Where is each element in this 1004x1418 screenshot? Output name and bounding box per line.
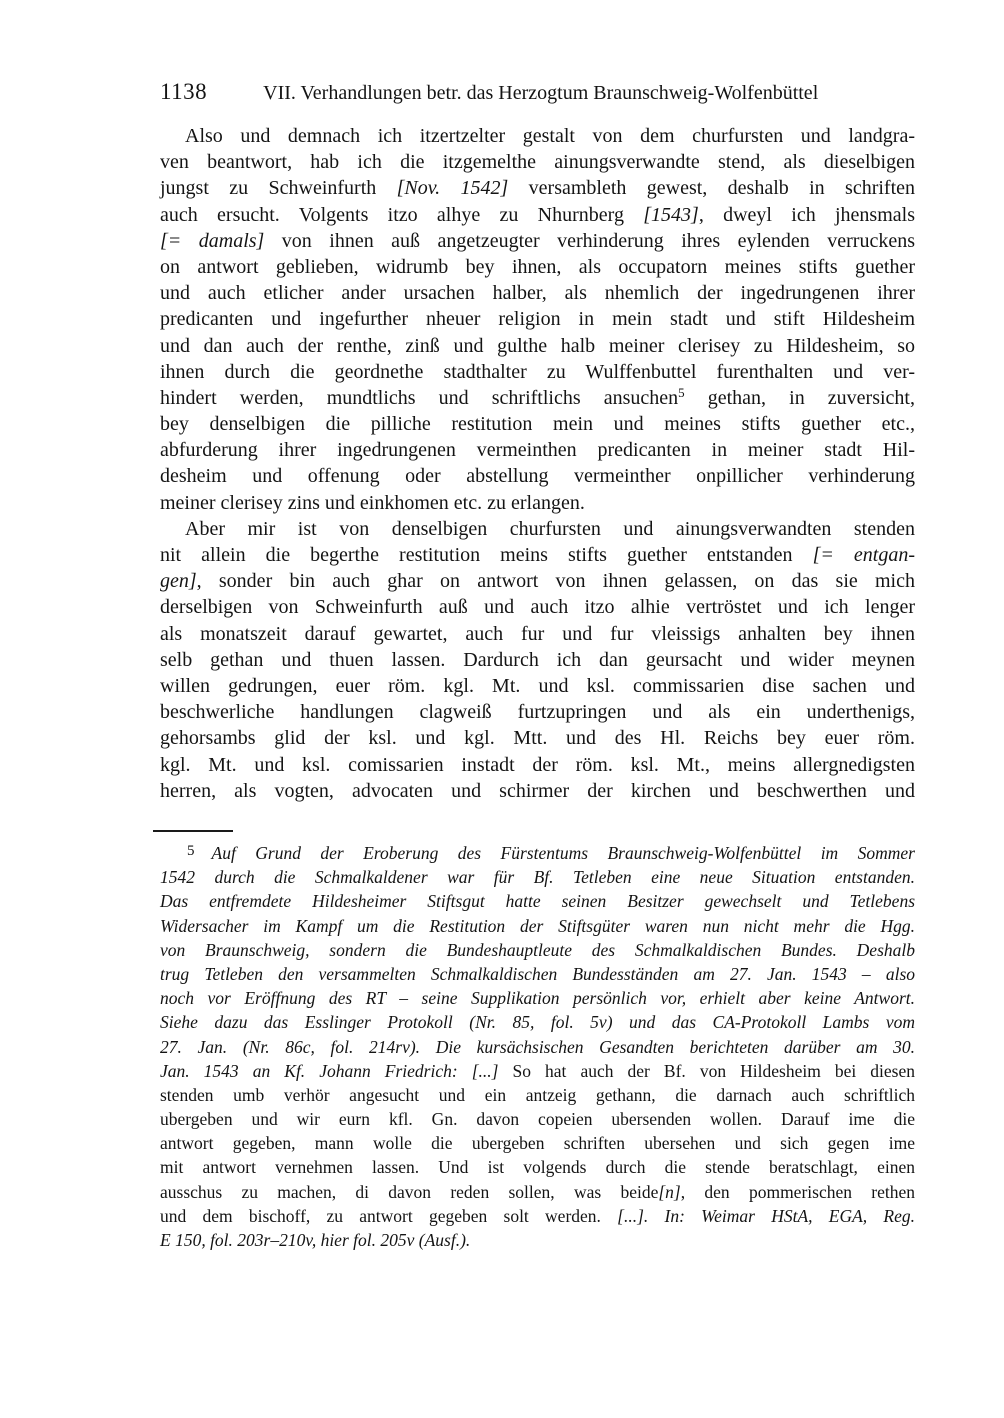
text-line xyxy=(160,621,915,647)
text-segment: noch vor Eröffnung des RT – seine Supplikation persönlich vor, erhielt aber keine Antwort. xyxy=(160,988,915,1009)
text-line xyxy=(160,841,915,865)
text-line xyxy=(160,333,915,359)
text-segment: [...]. In: Weimar HStA, EGA, Reg. xyxy=(617,1205,915,1226)
text-segment: ven beantwort, hab ich die itzgemelthe ainungsverwandte stend, als dieselbigen xyxy=(160,151,915,174)
text-segment: beschwerliche handlungen clagweiß furtzupringen und als ein underthenigs, xyxy=(160,701,915,724)
text-line xyxy=(160,411,915,437)
text-line xyxy=(160,542,915,568)
text-segment: und dan auch der renthe, zinß und gulthe halb meiner clerisey zu Hildesheim, so xyxy=(160,334,915,357)
text-line xyxy=(160,463,915,489)
text-line xyxy=(160,228,915,254)
text-segment: on antwort geblieben, widrumb bey ihnen, als occupatorn meines stifts guether xyxy=(160,255,915,278)
text-segment: E 150, fol. 203r–210v, hier fol. 205v (Ausf.). xyxy=(160,1230,471,1250)
text-segment: jungst zu Schweinfurth xyxy=(160,177,397,200)
text-line xyxy=(160,778,915,804)
main-text-block xyxy=(160,123,915,804)
text-segment: bey denselbigen die pilliche restitution mein und meines stifts guether etc., xyxy=(160,413,915,436)
text-segment: versambleth gewest, deshalb in schriften xyxy=(508,177,916,200)
text-line xyxy=(160,752,915,778)
text-segment: [n] xyxy=(658,1181,681,1202)
text-segment: kgl. Mt. und ksl. comissarien instadt der röm. ksl. Mt., meins allergnedigsten xyxy=(160,753,915,776)
text-segment: derselbigen von Schweinfurth auß und auch itzo alhie vertröstet und ich lenger xyxy=(160,596,915,619)
text-line xyxy=(160,1107,915,1131)
page-header xyxy=(160,79,920,105)
text-line xyxy=(160,938,915,962)
text-segment: Jan. 1543 an Kf. Johann Friedrich: [...] xyxy=(160,1060,513,1081)
text-segment: abfurderung ihrer ingedrungenen vermeinthen predicanten in meiner stadt Hil- xyxy=(160,439,915,462)
text-line xyxy=(160,123,915,149)
text-line xyxy=(160,1083,915,1107)
text-segment: selb gethan und thuen lassen. Dardurch ich dan geursacht und wider meynen xyxy=(160,648,915,671)
text-segment: als monatszeit darauf gewartet, auch fur und fur vleissigs anhalten bey ihnen xyxy=(160,622,915,645)
text-line xyxy=(160,385,915,411)
text-segment: von Braunschweig, sondern die Bundeshauptleute des Schmalkaldischen Bundes. Deshalb xyxy=(160,939,915,960)
text-segment: Widersacher im Kampf um die Restitution der Stiftsgüter waren nun nicht mehr die Hgg. xyxy=(160,915,915,936)
text-line xyxy=(160,647,915,673)
text-line xyxy=(160,986,915,1010)
text-segment: nit allein die begerthe restitution meins stifts guether entstanden xyxy=(160,544,813,566)
text-line xyxy=(160,1228,915,1252)
text-line xyxy=(160,306,915,332)
text-line xyxy=(160,1131,915,1155)
text-segment: antwort gegeben, mann wolle die ubergeben schriften ubersehen und sich gegen ime xyxy=(160,1133,915,1154)
text-line xyxy=(160,673,915,699)
text-segment: Aber mir ist von denselbigen churfursten und ainungsverwandten stenden xyxy=(185,517,915,540)
text-line xyxy=(160,202,915,228)
text-segment: meiner clerisey zins und einkhomen etc. zu erlangen. xyxy=(160,491,585,514)
text-segment: 27. Jan. (Nr. 86c, fol. 214rv). Die kursächsischen Gesandten berichteten darüber am 30. xyxy=(160,1036,915,1057)
text-line xyxy=(160,149,915,175)
text-line xyxy=(160,1035,915,1059)
text-segment: desheim und offenung oder abstellung vermeinther onpillicher verhinderung xyxy=(160,465,915,488)
text-line xyxy=(160,254,915,280)
text-line xyxy=(160,359,915,385)
text-segment: herren, als vogten, advocaten und schirmer der kirchen und beschwerthen und xyxy=(160,779,915,802)
text-line xyxy=(160,437,915,463)
running-chapter-title: VII. Verhandlungen betr. das Herzogtum Braunschweig-Wolfenbüttel xyxy=(263,82,819,104)
text-segment: predicanten und ingefurther nheuer religion in mein stadt und stift Hildesheim xyxy=(160,308,915,331)
text-segment: willen gedrungen, euer röm. kgl. Mt. und ksl. commissarien dise sachen und xyxy=(160,674,915,697)
text-line xyxy=(160,568,915,594)
footnote-separator-rule xyxy=(153,830,233,832)
text-line xyxy=(160,490,915,516)
text-segment: Siehe dazu das Esslinger Protokoll (Nr. 85, fol. 5v) und das CA-Protokoll Lambs vom xyxy=(160,1012,915,1033)
text-line xyxy=(160,1010,915,1034)
text-segment: und auch etlicher ander ursachen halber, als nhemlich der ingedrungenen ihrer xyxy=(160,282,915,305)
text-segment: gethan, in zuversicht, xyxy=(684,386,915,409)
text-segment: hindert werden, mundtlichs und schriftlichs ansuchen xyxy=(160,386,679,409)
text-segment: So hat auch der Bf. von Hildesheim bei diesen xyxy=(512,1060,915,1081)
text-segment: gehorsambs glid der ksl. und kgl. Mtt. und des Hl. Reichs bey euer röm. xyxy=(160,727,915,750)
text-line xyxy=(160,1155,915,1179)
text-line xyxy=(160,699,915,725)
text-line xyxy=(160,889,915,913)
text-line xyxy=(160,516,915,542)
text-line xyxy=(160,1204,915,1228)
text-segment: ausschus zu machen, di davon reden sollen, was beide xyxy=(160,1181,659,1202)
text-line xyxy=(160,1180,915,1204)
text-segment: auch ersucht. Volgents itzo alhye zu Nhurnberg xyxy=(160,203,644,226)
text-segment: und dem bischoff, zu antwort gegeben solt werden. xyxy=(160,1205,618,1226)
text-line xyxy=(160,1059,915,1083)
page-number: 1138 xyxy=(160,79,208,104)
text-segment: trug Tetleben den versammelten Schmalkaldischen Bundesständen am 27. Jan. 1543 – also xyxy=(160,963,915,984)
text-segment: 1542 durch die Schmalkaldener war für Bf. Tetleben eine neue Situation entstanden. xyxy=(160,867,915,888)
text-line xyxy=(160,725,915,751)
text-segment: [Nov. 1542] xyxy=(396,177,509,200)
text-segment: mit antwort vernehmen lassen. Und ist volgends durch die stende beratschlagt, einen xyxy=(160,1157,915,1178)
footnote-reference-marker: 5 xyxy=(678,384,685,400)
text-segment: [= damals] xyxy=(160,229,265,252)
text-line xyxy=(160,865,915,889)
text-segment: , dweyl ich jhensmals xyxy=(698,203,915,226)
text-line xyxy=(160,280,915,306)
text-segment: [= entgan- xyxy=(812,544,916,566)
text-segment: , den pommerischen rethen xyxy=(680,1181,915,1202)
text-line xyxy=(160,594,915,620)
text-segment: Auf Grund der Eroberung des Fürstentums Braunschweig-Wolfenbüttel im Sommer xyxy=(211,843,915,863)
text-segment: [1543] xyxy=(643,203,699,226)
text-segment: Also und demnach ich itzertzelter gestalt von dem churfursten und landgra- xyxy=(185,125,915,147)
text-segment: ubergeben und wir eurn kfl. Gn. davon copeien ubersenden wollen. Darauf ime die xyxy=(160,1109,915,1130)
text-segment: Das entfremdete Hildesheimer Stiftsgut hatte seinen Besitzer gewechselt und Tetlebens xyxy=(160,891,915,912)
text-segment: gen] xyxy=(160,570,197,593)
text-segment: von ihnen auß angetzeugter verhinderung ihres eylenden verruckens xyxy=(264,229,915,252)
text-segment: , sonder bin auch ghar on antwort von ihnen gelassen, on das sie mich xyxy=(196,570,915,593)
text-segment: ihnen durch die geordnethe stadthalter zu Wulffenbuttel furenthalten und ver- xyxy=(160,360,915,383)
footnote-number: 5 xyxy=(187,843,195,859)
footnote-5 xyxy=(160,841,915,1252)
text-line xyxy=(160,175,915,201)
text-line xyxy=(160,962,915,986)
text-segment: stenden umb verhör angesucht und ein antzeig gethann, die darnach auch schriftlich xyxy=(160,1084,915,1105)
text-line xyxy=(160,914,915,938)
